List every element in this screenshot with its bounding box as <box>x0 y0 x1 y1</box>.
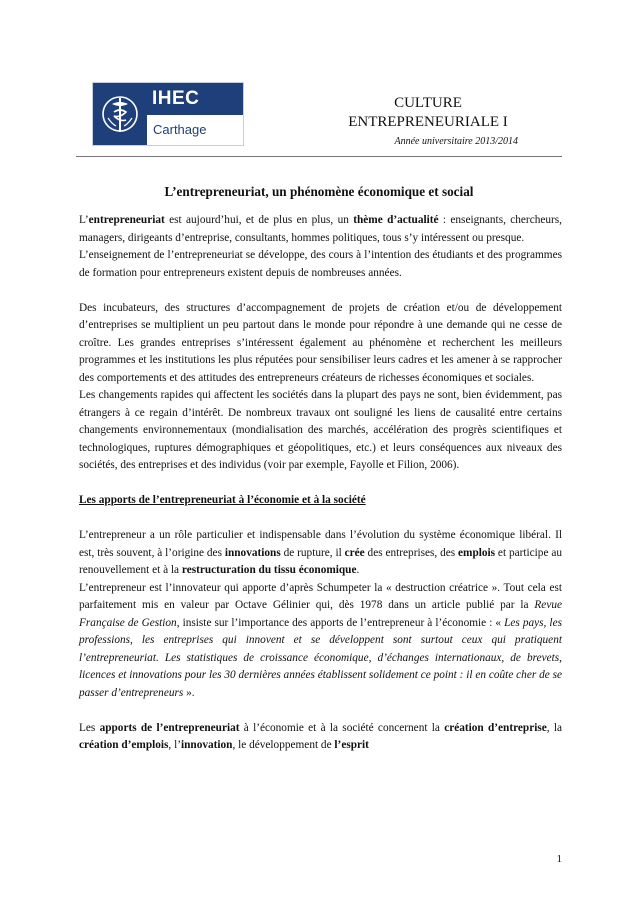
section-heading: Les apports de l’entrepreneuriat à l’économie et à la société <box>79 494 366 506</box>
paragraph-intro: L’entrepreneuriat est aujourd’hui, et de plus en plus, un thème d’actualité : enseignants, chercheurs, managers, dirigeants d’entreprise, consultants, hommes politiques, tous s’y intéressent ou presque. <box>79 214 563 244</box>
page-title: L’entrepreneuriat, un phénomène économique et social <box>164 184 474 199</box>
logo-main-text: IHEC <box>147 83 243 115</box>
course-title-line1: CULTURE <box>394 95 462 111</box>
course-header <box>318 94 538 150</box>
ihec-logo <box>92 82 244 146</box>
header-divider <box>76 156 562 157</box>
caduceus-emblem-icon <box>93 83 147 145</box>
paragraph-changes: Les changements rapides qui affectent les sociétés dans la plupart des pays ne sont, bien évidemment, pas étrangers à ce regain d’intérêt. De nombreux travaux ont souligné les liens de causalité entre certains changements environnementaux (mondialisation des marchés, accélération des progrès scientifiques et technologiques, ruptures démographiques et géopolitiques, etc.) et leurs conséquences aux niveaux des sociétés, des entreprises et des individus (voir par exemple, Fayolle et Filion, 2006). <box>79 389 562 471</box>
paragraph-contributions: Les apports de l’entrepreneuriat à l’économie et à la société concernent la création d’entreprise, la création d’emplois, l’innovation, le développement de l’esprit <box>79 721 563 751</box>
paragraph-incubators: Des incubateurs, des structures d’accompagnement de projets de création et/ou de développement d’entreprises se multiplient un peu partout dans le monde pour répondre à une demande qui ne cesse de croître. Les grandes entreprises s’intéressent également au phénomène et recherchent les meilleurs programmes et les institutions les plus réputées pour sensibiliser leurs cadres et les amener à se rapprocher des comportements et des attitudes des entrepreneurs créateurs de richesses économiques et sociales. <box>79 301 562 384</box>
academic-year: Année universitaire 2013/2014 <box>394 136 518 147</box>
page-number: 1 <box>556 853 562 865</box>
paragraph-schumpeter: L’entrepreneur est l’innovateur qui apporte d’après Schumpeter la « destruction créatrice ». Tout cela est parfaitement mis en valeur par Octave Gélinier qui, dès 1978 dans un article publié par la Revue Française de Gestion, insiste sur l’importance des apports de l’entrepreneur à l’économie : « Les pays, les professions, les entreprises qui innovent et se développent sont surtout ceux qui pratiquent l’entrepreneuriat. Les statistiques de croissance économique, d’échanges internationaux, de brevets, licences et innovations pour les 30 dernières années établissent solidement ce point : il en coûte cher de se passer d’entrepreneurs ». <box>79 581 562 699</box>
paragraph-entrepreneur-role: L’entrepreneur a un rôle particulier et indispensable dans l’évolution du système économique libéral. Il est, très souvent, à l’origine des innovations de rupture, il crée des entreprises, des emplois et participe au renouvellement et à la restructuration du tissu économique. <box>79 529 563 576</box>
logo-sub-text: Carthage <box>147 115 243 145</box>
course-title-line2: ENTREPRENEURIALE I <box>348 114 508 130</box>
document-body <box>79 212 562 755</box>
paragraph-teaching: L’enseignement de l’entrepreneuriat se développe, des cours à l’intention des étudiants et des programmes de formation pour entrepreneurs existent depuis de nombreuses années. <box>79 249 562 279</box>
